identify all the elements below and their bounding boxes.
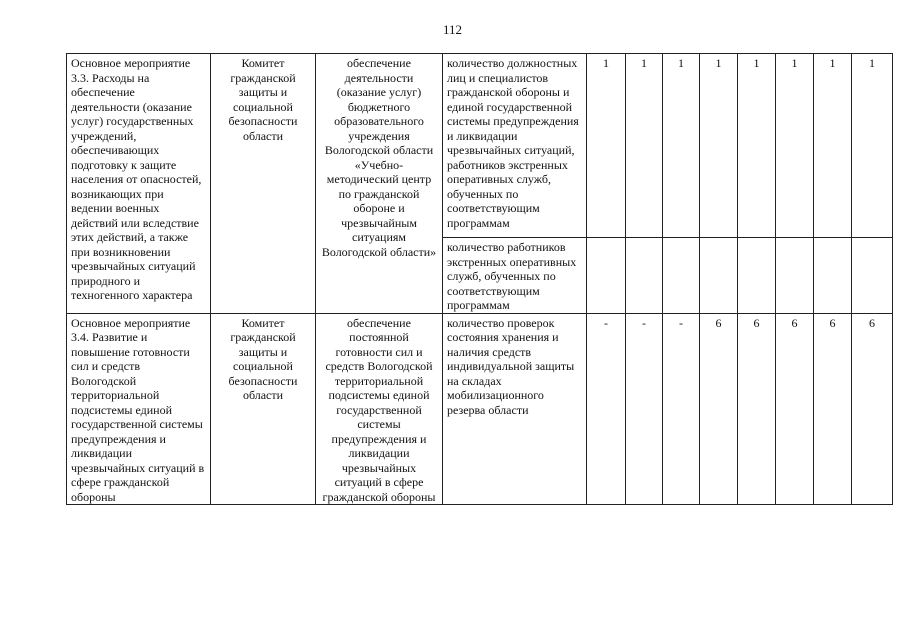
goal-cell: обеспечение постоянной готовности сил и средств Вологодской территориальной подсистемы единой государственной системы предупреждения и ликвидации чрезвычайных ситуаций в сфере гражданской обороны <box>316 313 443 505</box>
value-cell <box>852 238 893 314</box>
value-cell <box>814 238 852 314</box>
value-cell <box>700 238 738 314</box>
activity-cell: Основное мероприятие 3.4. Развитие и повышение готовности сил и средств Вологодской территориальной подсистемы единой государственной системы предупреждения и ликвидации чрезвычайных ситуаций в сфере гражданской обороны <box>67 313 211 505</box>
value-cell: 6 <box>852 313 893 505</box>
value-cell: 6 <box>700 313 738 505</box>
value-cell: - <box>663 313 700 505</box>
value-cell: - <box>587 313 626 505</box>
indicator-cell: количество должностных лиц и специалистов гражданской обороны и единой государственной системы предупреждения и ликвидации чрезвычайных ситуаций, работников экстренных оперативных служб, обученных по соответствующим программам <box>443 54 587 238</box>
indicator-cell: количество проверок состояния хранения и наличия средств индивидуальной защиты на складах мобилизационного резерва области <box>443 313 587 505</box>
executor-cell: Комитет гражданской защиты и социальной безопасности области <box>211 54 316 314</box>
value-cell: 1 <box>663 54 700 238</box>
table-row <box>67 54 893 238</box>
value-cell: 1 <box>587 54 626 238</box>
goal-cell: обеспечение деятельности (оказание услуг) бюджетного образовательного учреждения Вологодской области «Учебно-методический центр по гражданской обороне и чрезвычайным ситуациям Вологодской области» <box>316 54 443 314</box>
value-cell <box>626 238 663 314</box>
value-cell: 1 <box>814 54 852 238</box>
value-cell: 1 <box>738 54 776 238</box>
executor-cell: Комитет гражданской защиты и социальной безопасности области <box>211 313 316 505</box>
value-cell: 6 <box>814 313 852 505</box>
activity-cell: Основное мероприятие 3.3. Расходы на обеспечение деятельности (оказание услуг) государственных учреждений, обеспечивающих подготовку к защите населения от опасностей, возникающих при ведении военных действий или вследствие этих действий, а также при возникновении чрезвычайных ситуаций природного и техногенного характера <box>67 54 211 314</box>
page-number: 112 <box>442 22 463 37</box>
value-cell <box>587 238 626 314</box>
value-cell: 6 <box>738 313 776 505</box>
value-cell <box>776 238 814 314</box>
value-cell: 6 <box>776 313 814 505</box>
indicator-cell: количество работников экстренных оперативных служб, обученных по соответствующим программам <box>443 238 587 314</box>
value-cell: 1 <box>852 54 893 238</box>
value-cell <box>738 238 776 314</box>
value-cell <box>663 238 700 314</box>
value-cell: 1 <box>626 54 663 238</box>
value-cell: 1 <box>700 54 738 238</box>
value-cell: - <box>626 313 663 505</box>
value-cell: 1 <box>776 54 814 238</box>
table-row <box>67 313 893 505</box>
program-activities-table <box>66 53 893 505</box>
